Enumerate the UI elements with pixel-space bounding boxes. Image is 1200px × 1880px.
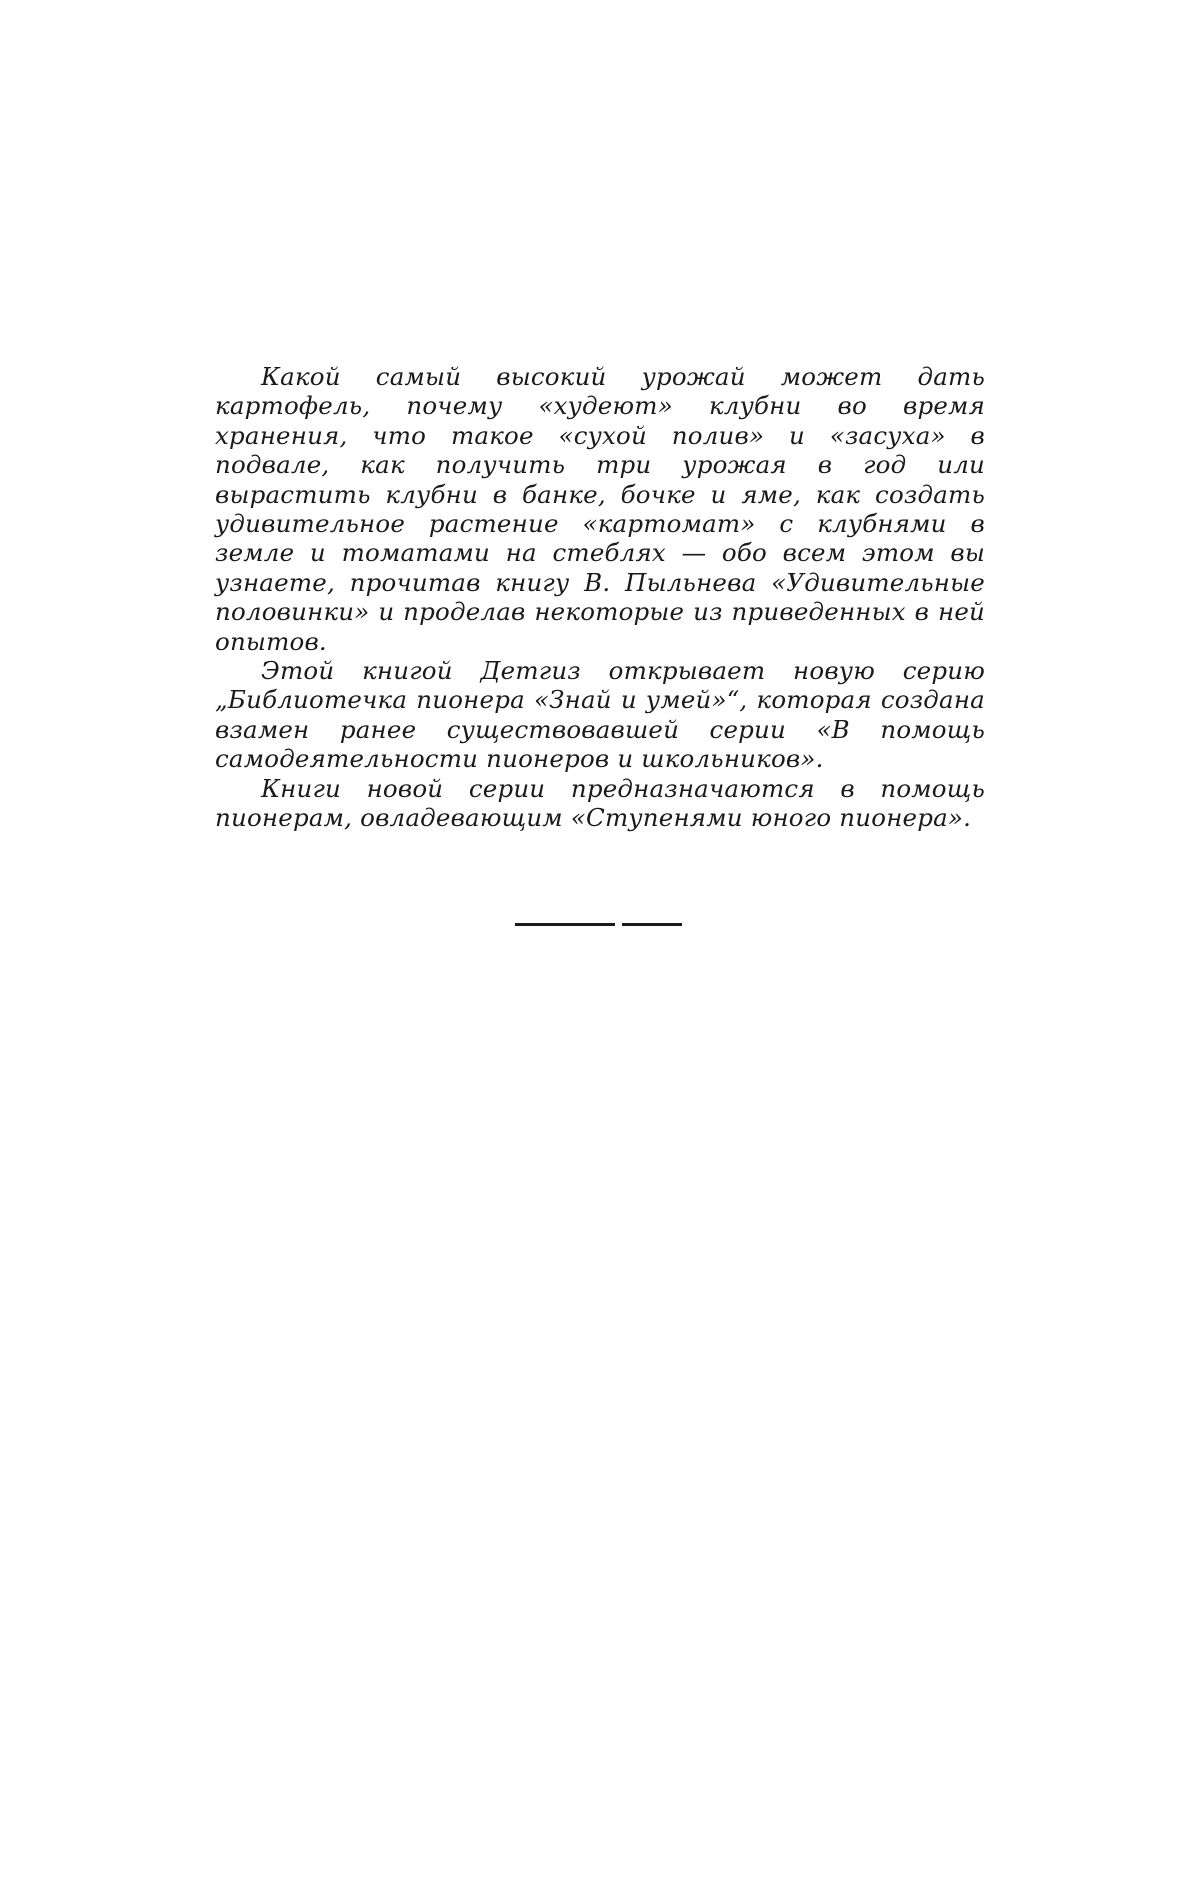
annotation-text xyxy=(215,362,985,833)
divider-line-right xyxy=(622,923,682,926)
divider-line-left xyxy=(515,923,615,926)
paragraph-series: Этой книгой Детгиз открывает новую серию „Библиотечка пионера «Знай и умей»“, которая создана взамен ранее существовавшей серии «В помощь самодеятельности пионеров и школьников». xyxy=(215,656,985,774)
paragraph-purpose: Книги новой серии предназначаются в помощь пионерам, овладевающим «Ступенями юного пионера». xyxy=(215,773,985,833)
paragraph-description: Какой самый высокий урожай может дать картофель, почему «худеют» клубни во время хранения, что такое «сухой полив» и «засуха» в подвале, как получить три урожая в год или вырастить клубни в банке, бочке и яме, как создать удивительное растение «картомат» с клубнями в земле и томатами на стеблях — обо всем этом вы узнаете, прочитав книгу В. Пыльнева «Удивительные половинки» и проделав некоторые из приведенных в ней опытов. xyxy=(215,362,985,656)
